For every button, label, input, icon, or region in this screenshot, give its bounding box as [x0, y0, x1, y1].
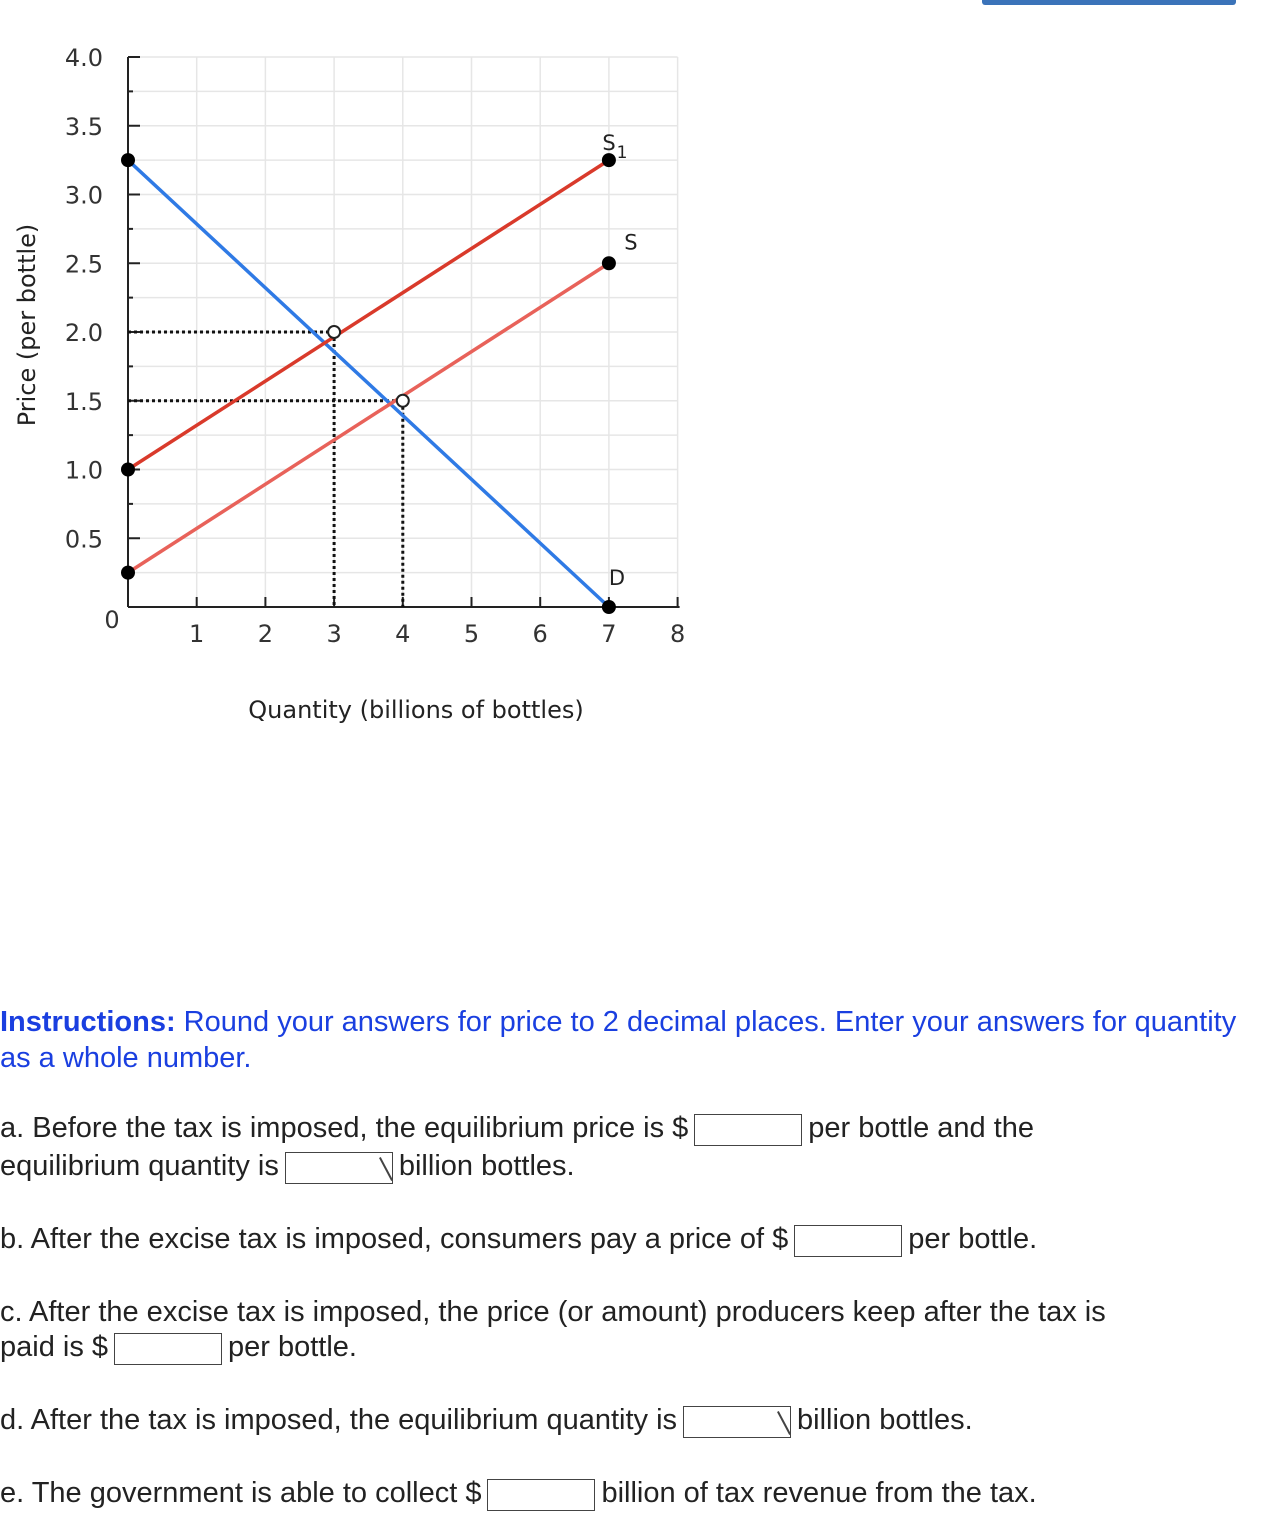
- question-b-text-2: per bottle.: [908, 1223, 1038, 1255]
- curve-label-d: D: [608, 566, 625, 590]
- question-a-line1: [0, 1110, 1034, 1146]
- question-d-text-2: billion bottles.: [797, 1404, 973, 1436]
- question-c-text-2: paid is $: [0, 1331, 109, 1363]
- y-tick-label: 1.0: [64, 456, 103, 485]
- question-c-text: c. After the excise tax is imposed, the price (or amount) producers keep after the tax is: [0, 1296, 1106, 1328]
- curve-label-subscript: 1: [616, 143, 628, 164]
- y-axis-title: Price (per bottle): [13, 223, 41, 427]
- curve-s: [128, 263, 609, 572]
- answer-a-quantity-input[interactable]: [285, 1152, 393, 1184]
- answer-a-price-input[interactable]: [694, 1114, 802, 1146]
- x-tick-label: 3: [326, 620, 342, 648]
- y-tick-label: 1.5: [64, 387, 103, 416]
- x-tick-label: 2: [257, 620, 274, 648]
- x-tick-label: 0: [104, 606, 120, 634]
- curve-label-s1: $S_1$: [602, 131, 628, 164]
- curve-d: [128, 160, 609, 607]
- question-a-text-2: per bottle and the: [808, 1112, 1035, 1144]
- equilibrium-marker: [397, 395, 409, 407]
- question-d: [0, 1402, 973, 1438]
- endpoint-marker-s1: [121, 463, 135, 477]
- answer-e-revenue-input[interactable]: [487, 1479, 595, 1511]
- curves: [128, 160, 609, 607]
- y-tick-label: 3.5: [64, 112, 103, 141]
- answer-c-producer-price-input[interactable]: [114, 1333, 222, 1365]
- question-c-line1: [0, 1294, 1106, 1330]
- curve-s1: [128, 160, 609, 469]
- answer-b-consumer-price-input[interactable]: [794, 1225, 902, 1257]
- instructions-label: Instructions:: [0, 1006, 176, 1038]
- y-tick-label: 4.0: [64, 44, 103, 72]
- equilibrium-marker: [328, 326, 340, 338]
- y-tick-label: 3.0: [64, 181, 103, 210]
- y-tick-label: 0.5: [64, 525, 103, 554]
- question-b-text: b. After the excise tax is imposed, consumers pay a price of $: [0, 1223, 789, 1255]
- question-c-text-3: per bottle.: [228, 1331, 357, 1363]
- instructions: [0, 1004, 1250, 1076]
- top-accent-bar: [982, 0, 1236, 5]
- question-a-text: a. Before the tax is imposed, the equilibrium price is $: [0, 1112, 689, 1144]
- instructions-text: Round your answers for price to 2 decimal places. Enter your answers for quantity as a whole number.: [0, 1006, 1237, 1074]
- question-a-text-3: equilibrium quantity is: [0, 1150, 279, 1182]
- x-tick-label: 4: [395, 620, 411, 648]
- endpoint-marker-s: [121, 566, 135, 580]
- x-tick-label: 1: [189, 620, 205, 648]
- question-a-text-4: billion bottles.: [398, 1150, 575, 1182]
- x-tick-label: 8: [669, 620, 686, 648]
- answer-d-quantity-input[interactable]: [683, 1406, 791, 1438]
- x-axis-title: Quantity (billions of bottles): [248, 696, 584, 724]
- x-tick-label: 6: [532, 620, 548, 648]
- endpoint-marker-s1: [602, 153, 616, 167]
- supply-demand-chart: [0, 0, 720, 760]
- grid: [128, 57, 678, 607]
- x-tick-label: 7: [601, 620, 617, 648]
- question-e: [0, 1475, 1037, 1511]
- question-c-line2: [0, 1329, 357, 1365]
- question-b: [0, 1221, 1037, 1257]
- x-tick-label: 5: [463, 620, 480, 648]
- y-tick-label: 2.0: [64, 319, 103, 347]
- tick-labels: [65, 44, 685, 648]
- question-d-text: d. After the tax is imposed, the equilibrium quantity is: [0, 1404, 678, 1436]
- endpoint-marker-d: [602, 600, 616, 614]
- question-a-line2: [0, 1148, 575, 1184]
- question-e-text-2: billion of tax revenue from the tax.: [601, 1477, 1037, 1509]
- endpoint-marker-d: [121, 153, 135, 167]
- curve-label-s: S: [624, 230, 638, 255]
- question-e-text: e. The government is able to collect $: [0, 1477, 482, 1509]
- endpoint-marker-s: [602, 256, 616, 270]
- y-tick-label: 2.5: [64, 250, 103, 279]
